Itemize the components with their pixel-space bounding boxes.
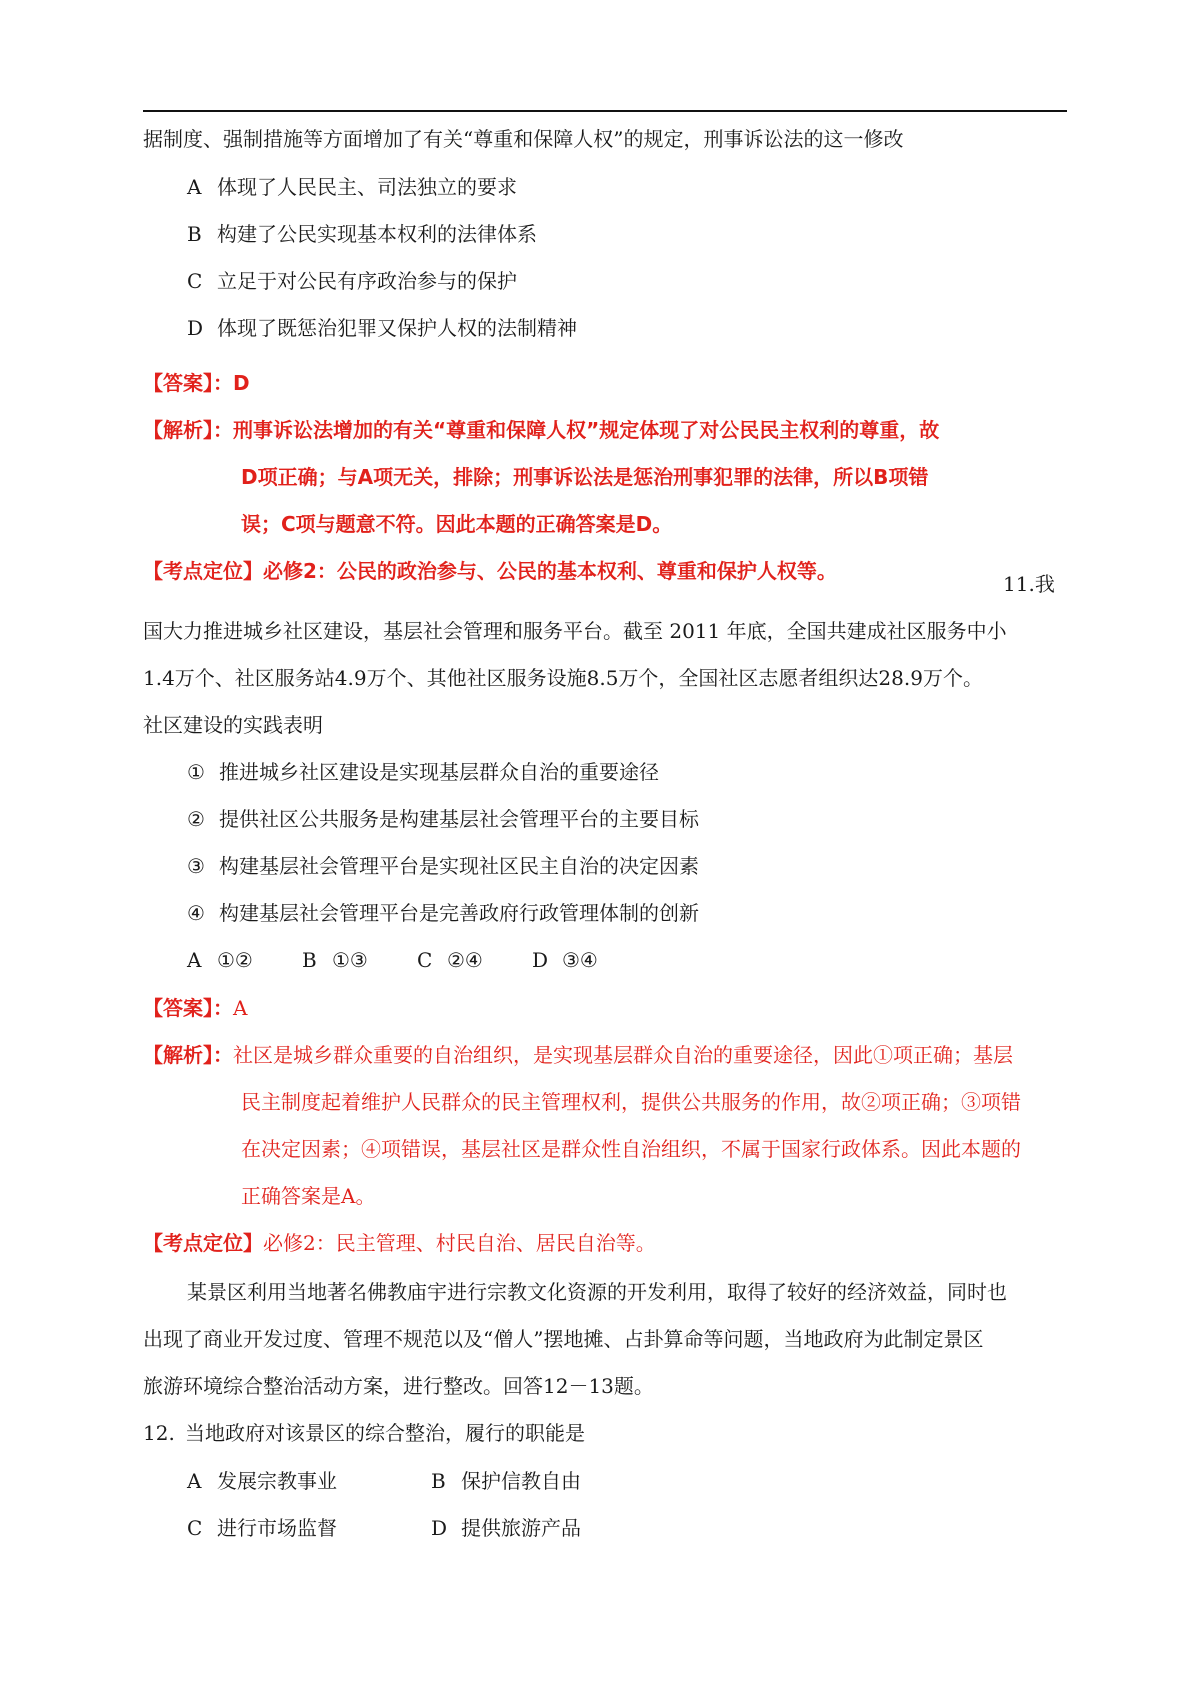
q10-option-a: A 体现了人民民主、司法独立的要求 — [187, 175, 517, 199]
q11-choice-c: C ②④ — [417, 948, 483, 972]
q11-statement-2: ② 提供社区公共服务是构建基层社会管理平台的主要目标 — [187, 807, 699, 831]
q11-statement-4: ④ 构建基层社会管理平台是完善政府行政管理体制的创新 — [187, 901, 699, 925]
q10-analysis-line-2: D项正确；与A项无关，排除；刑事诉讼法是惩治刑事犯罪的法律，所以B项错 — [241, 465, 929, 489]
q11-exam-point: 【考点定位】必修2：民主管理、村民自治、居民自治等。 — [143, 1231, 656, 1255]
q12-stem: 12. 当地政府对该景区的综合整治，履行的职能是 — [143, 1421, 585, 1445]
q10-stem-tail: 据制度、强制措施等方面增加了有关“尊重和保障人权”的规定，刑事诉讼法的这一修改 — [143, 127, 904, 151]
q11-answer: 【答案】：A — [143, 996, 248, 1020]
q11-analysis-line-2: 民主制度起着维护人民群众的民主管理权利，提供公共服务的作用，故②项正确；③项错 — [241, 1090, 1021, 1114]
q11-statement-3: ③ 构建基层社会管理平台是实现社区民主自治的决定因素 — [187, 854, 699, 878]
q10-exam-point: 【考点定位】必修2：公民的政治参与、公民的基本权利、尊重和保护人权等。 — [143, 559, 837, 583]
q11-stem-line-3: 社区建设的实践表明 — [143, 713, 323, 737]
q10-option-d: D 体现了既惩治犯罪又保护人权的法制精神 — [187, 316, 577, 340]
material-line-1: 某景区利用当地著名佛教庙宇进行宗教文化资源的开发利用，取得了较好的经济效益，同时也 — [187, 1280, 1007, 1304]
q12-options-row-2 — [187, 1515, 581, 1541]
q10-option-b: B 构建了公民实现基本权利的法律体系 — [187, 222, 537, 246]
q12-option-c: C 进行市场监督 — [187, 1516, 337, 1540]
q11-stem-line-1: 国大力推进城乡社区建设，基层社会管理和服务平台。截至 2011 年底，全国共建成社区服务中小 — [143, 619, 1007, 643]
q11-stem-line-2: 1.4万个、社区服务站4.9万个、其他社区服务设施8.5万个，全国社区志愿者组织达28.9万个。 — [143, 666, 983, 690]
q11-choice-d: D ③④ — [532, 948, 598, 972]
q11-analysis: 【解析】：社区是城乡群众重要的自治组织，是实现基层群众自治的重要途径，因此①项正确；基层 — [143, 1043, 1013, 1067]
material-line-3: 旅游环境综合整治活动方案，进行整改。回答12－13题。 — [143, 1374, 654, 1398]
material-line-2: 出现了商业开发过度、管理不规范以及“僧人”摆地摊、占卦算命等问题，当地政府为此制定景区 — [143, 1327, 984, 1351]
q11-statement-1: ① 推进城乡社区建设是实现基层群众自治的重要途径 — [187, 760, 659, 784]
q11-analysis-line-3: 在决定因素；④项错误，基层社区是群众性自治组织，不属于国家行政体系。因此本题的 — [241, 1137, 1021, 1161]
header-rule — [143, 110, 1067, 112]
q11-analysis-line-4: 正确答案是A。 — [241, 1184, 376, 1208]
q11-choices — [187, 947, 598, 973]
q11-choice-a: A ①② — [187, 948, 253, 972]
q10-answer: 【答案】：D — [143, 371, 250, 395]
q10-analysis: 【解析】：刑事诉讼法增加的有关“尊重和保障人权”规定体现了对公民民主权利的尊重，故 — [143, 418, 940, 442]
q12-option-d: D 提供旅游产品 — [431, 1516, 581, 1540]
q11-number: 11.我 — [1003, 572, 1055, 596]
q10-option-c: C 立足于对公民有序政治参与的保护 — [187, 269, 517, 293]
q10-analysis-line-3: 误；C项与题意不符。因此本题的正确答案是D。 — [241, 512, 673, 536]
q11-choice-b: B ①③ — [302, 948, 368, 972]
q12-option-b: B 保护信教自由 — [431, 1469, 581, 1493]
q12-options-row-1 — [187, 1468, 581, 1494]
q12-option-a: A 发展宗教事业 — [187, 1469, 337, 1493]
